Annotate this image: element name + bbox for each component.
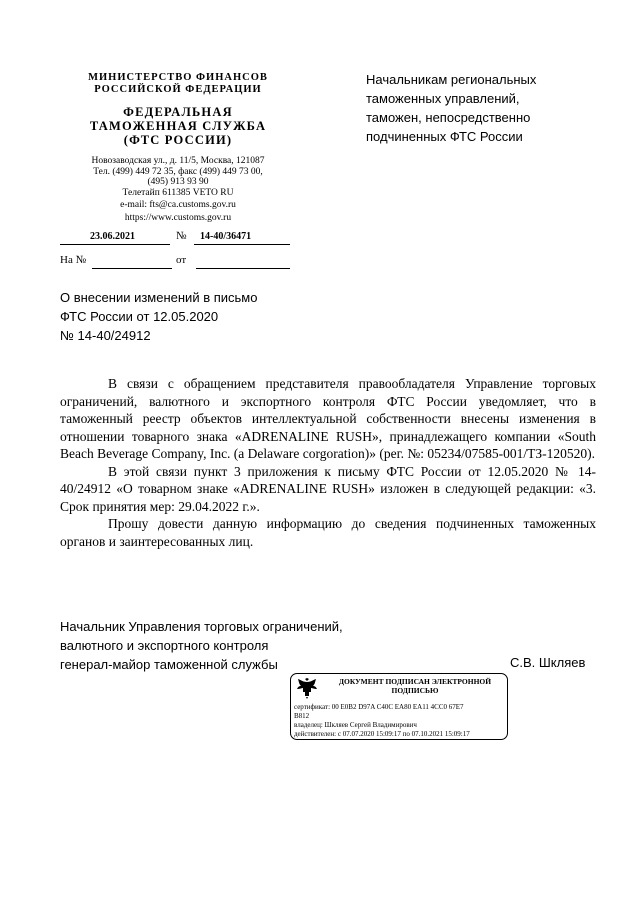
- stamp-certificate: сертификат: 00 E0B2 D97A C40C EA80 EA11 4CC0 67E7: [294, 703, 464, 711]
- body-paragraph: В этой связи пункт 3 приложения к письму ФТС России от 12.05.2020 № 14-40/24912 «О товарном знаке «ADRENALINE RUSH» изложен в следующей редакции: «3. Срок принятия мер: 29.04.2022 г.».: [60, 463, 596, 514]
- position-line1: Начальник Управления торговых ограничений,: [60, 619, 343, 634]
- service-name-line1: ФЕДЕРАЛЬНАЯ: [123, 105, 233, 119]
- stamp-owner: владелец: Шкляев Сергей Владимирович: [294, 721, 417, 729]
- ministry-name-line2: РОССИЙСКОЙ ФЕДЕРАЦИИ: [94, 84, 262, 95]
- phone-line2: (495) 913 93 90: [147, 177, 209, 187]
- number-label: №: [176, 230, 187, 242]
- addressee: [366, 70, 606, 146]
- stamp-validity: действителен: с 07.07.2020 15:09:17 по 07.10.2021 15:09:17: [294, 730, 470, 738]
- registration-row: [60, 230, 296, 246]
- reference-label: На №: [60, 254, 87, 266]
- addressee-line3: таможен, непосредственно: [366, 110, 531, 125]
- ministry-name-line1: МИНИСТЕРСТВО ФИНАНСОВ: [88, 72, 268, 83]
- address: Новозаводская ул., д. 11/5, Москва, 121087: [91, 156, 265, 166]
- signatory-position: [60, 617, 343, 674]
- subject-line1: О внесении изменений в письмо: [60, 290, 258, 305]
- email: e-mail: fts@ca.customs.gov.ru: [120, 200, 236, 210]
- body-paragraph: Прошу довести данную информацию до сведения подчиненных таможенных органов и заинтересованных лиц.: [60, 516, 596, 549]
- addressee-line4: подчиненных ФТС России: [366, 129, 523, 144]
- phone-line1: Тел. (499) 449 72 35, факс (499) 449 73 00,: [93, 166, 263, 177]
- service-name-line2: ТАМОЖЕННАЯ СЛУЖБА: [89, 119, 267, 133]
- position-line3: генерал-майор таможенной службы: [60, 657, 278, 672]
- subject: [60, 288, 257, 345]
- reference-row: [60, 254, 296, 270]
- from-label: от: [176, 254, 187, 266]
- addressee-line1: Начальникам региональных: [366, 72, 537, 87]
- letter-number: 14-40/36471: [200, 231, 252, 242]
- addressee-line2: таможенных управлений,: [366, 91, 520, 106]
- electronic-signature-stamp: [290, 673, 508, 740]
- subject-line3: № 14-40/24912: [60, 328, 151, 343]
- position-line2: валютного и экспортного контроля: [60, 638, 269, 653]
- subject-line2: ФТС России от 12.05.2020: [60, 309, 219, 324]
- stamp-title: ДОКУМЕНТ ПОДПИСАН ЭЛЕКТРОННОЙ ПОДПИСЬЮ: [338, 677, 492, 695]
- website: https://www.customs.gov.ru: [124, 212, 232, 223]
- telex: Телетайп 611385 VETO RU: [122, 187, 234, 198]
- letter-date: 23.06.2021: [90, 231, 135, 242]
- double-headed-eagle-icon: [295, 677, 319, 699]
- letter-body: [60, 375, 596, 550]
- body-paragraph: В связи с обращением представителя правообладателя Управление торговых ограничений, валютного и экспортного контроля ФТС России уведомляет, что в таможенный реестр объектов интеллектуальной собственности внесены изменения в отношении товарного знака «ADRENALINE RUSH», принадлежащего компании «South Beach Beverage Company, Inc. (a Delaware corgoration)» (рег. №: 05234/07585-001/ТЗ-120520).: [60, 376, 596, 461]
- letterhead: [60, 72, 296, 223]
- signer-name: С.В. Шкляев: [510, 655, 586, 670]
- stamp-certificate-tail: B812: [294, 712, 310, 720]
- service-name-line3: (ФТС РОССИИ): [123, 133, 233, 147]
